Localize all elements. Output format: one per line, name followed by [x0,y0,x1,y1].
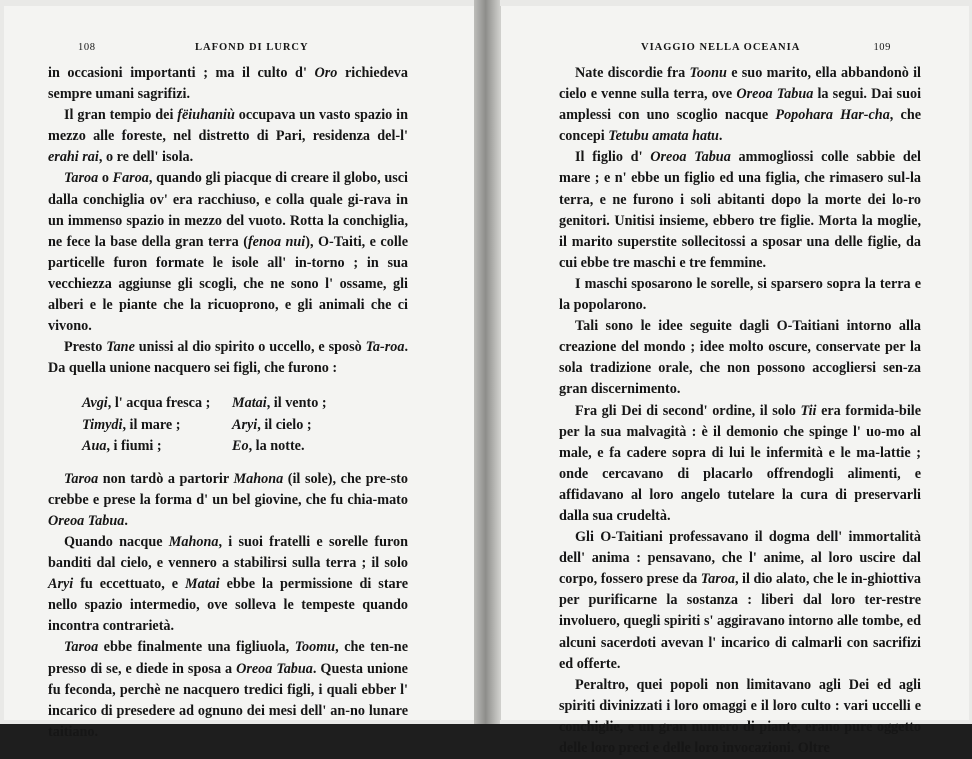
italic-term: Oreoa Tabua [48,512,125,529]
left-running-head [78,42,408,53]
italic-term: Tii [800,402,817,419]
verse-entry [232,436,372,457]
paragraph [48,63,408,105]
text-run: . Da quella unione nacquero sei figli, che furono : [48,339,408,377]
paragraph [48,337,408,379]
right-page [500,6,969,756]
deity-gloss: , l' acqua fresca ; [107,395,211,412]
text-run: era formida-bile per la sua malvagità : è il demonio che spinge l' uo-mo al male, e fa cadere sopra di lui le infermità e le ma-lattie ; onde cercavano di placarlo offrendogli alimenti, e affidavano al loro angelo tutelare la cura di preservarli dalla sua crudeltà. [559,402,921,524]
text-run: , che concepi [559,107,922,145]
text-run: ), O-Taiti, e colle particelle furon formate le isole all' in-torno ; in sua vecchiezza aggiunse gli scogli, che ne sono l' ossame, gli alberi e le piante che la ricuoprono, e gli animali che ci vivono. [48,233,409,335]
italic-term: Taroa [64,170,99,187]
deity-name: Aryi [232,416,258,433]
left-paragraphs-bottom [48,469,408,743]
deity-gloss: , i fiumi ; [106,437,162,454]
text-run: o [98,170,113,187]
right-page-number: 109 [873,42,891,53]
verse-entry [82,415,232,436]
text-run: , i suoi fratelli e sorelle furon banditi dal cielo, e vennero a stabilirsi sulla terra ; il solo [48,533,408,572]
right-paragraphs [559,63,921,759]
paragraph [559,274,921,316]
paragraph [48,168,408,337]
text-run: , o re dell' isola. [98,149,194,166]
right-header-title: VIAGGIO NELLA OCEANIA [641,42,801,53]
italic-term: Mahona [168,533,219,550]
italic-term: Mahona [233,470,284,487]
paragraph [559,401,921,528]
italic-term: Oreoa Tabua [236,660,313,677]
italic-term: Oro [314,65,338,81]
italic-term: Taroa [700,571,735,588]
text-run: ebbe finalmente una figliuola, [98,639,295,656]
text-run: ammogliossi colle sabbie del mare ; e n' ebbe un figlio ed una figlia, che rimasero sul-la terra, e ne furono i soli abitanti dopo la morte dei lo-ro genitori. Unitisi insieme, ebbero tre figlie. Morta la moglie, il marito superstite sollecitossi a sposar una delle figlie, da cui ebbe tre maschi e tre femmine. [559,149,921,271]
text-run: non tardò a partorir [98,470,234,487]
deity-gloss: , il mare ; [122,416,181,433]
deity-name: Matai [232,395,267,412]
verse-entry [82,436,232,457]
paragraph [48,105,408,168]
paragraph [48,637,408,742]
left-page-body [48,63,408,743]
text-run: Il gran tempio dei [64,107,178,124]
italic-term: Oreoa Tabua [736,86,814,103]
italic-term: Tetubu amata hatu [608,128,719,145]
verse-row [82,436,408,457]
children-list [82,393,408,456]
paragraph [559,316,921,400]
text-run: fu eccettuato, e [73,576,186,593]
paragraph [559,527,921,675]
text-run: Peraltro, quei popoli non limitavano agli Dei ed agli spiriti divinizzati i loro omaggi e il loro culto : vari uccelli e conchiglie, e un gran numero di piante, erano pure oggetto delle loro preci e delle loro invocazioni. Oltre [559,676,921,756]
text-run: . [124,512,128,529]
text-run: Gli O-Taitiani professavano il dogma dell' immortalità dell' anima : pensavano, che l' anime, al loro uscire dal corpo, fossero prese da [559,529,921,588]
text-run: . Questa unione fu feconda, perchè ne nacquero tredici figli, i quali ebber l' incarico di presedere ad ognuno dei mesi dell' an-no lunare taitiano. [48,660,408,740]
italic-term: Taroa [64,470,99,487]
italic-term: Oreoa Tabua [650,149,731,166]
deity-name: Avgi [82,395,108,412]
text-run: , quando gli piacque di creare il globo, usci dalla conchiglia ov' era racchiuso, e colla quale gi-rava in un immenso spazio in mezzo del vuoto. Rotta la conchiglia, ne fece la base della gran terra ( [48,170,408,250]
text-run: , il dio alato, che le in-ghiottiva per purificarne la sostanza : liberi dal loro ter-restre involuero, quegli spiriti s' aggiravano intorno alle tombe, ed alcuni sacerdoti avevan l' incarico di calmarli con sacrifizi ed offerte. [559,571,921,672]
left-header-title: LAFOND DI LURCY [194,42,309,53]
italic-term: Aryi [48,576,74,593]
text-run: richiedeva sempre umani sagrifizi. [48,65,408,103]
italic-term: erahi rai [48,149,99,166]
right-running-head [641,42,891,53]
paragraph [559,63,921,147]
verse-row [82,415,408,436]
deity-name: Aua [82,437,107,454]
text-run: I maschi sposarono le sorelle, si sparsero sopra la terra e la popolarono. [559,275,921,314]
verse-entry [82,393,232,414]
left-page-number: 108 [78,42,96,53]
verse-entry [232,415,372,436]
italic-term: Popohara Har-cha [775,107,890,124]
paragraph [48,469,408,532]
text-run: Fra gli Dei di second' ordine, il solo [575,402,801,419]
left-paragraphs-top [48,63,408,379]
text-run: Quando nacque [64,533,169,550]
deity-gloss: , la notte. [248,437,305,454]
text-run: , che ten-ne presso di se, e diede in sposa a [48,639,408,677]
text-run: . [718,128,723,145]
paragraph [559,675,921,759]
text-run: Il figlio d' [575,149,651,166]
italic-term: Matai [185,576,220,593]
text-run: Nate discordie fra [575,65,690,81]
text-run: Presto [64,339,107,356]
text-run: unissi al dio spirito o uccello, e sposò [134,339,366,356]
text-run: e suo marito, ella abbandonò il cielo e venne sulla terra, ove [559,65,921,103]
text-run: (il sole), che pre-sto crebbe e prese la forma d' un bel giovine, che fu chia-mato [48,470,408,508]
italic-term: Toonu [689,65,727,81]
italic-term: Tane [106,339,135,356]
italic-term: fenoa nui [247,233,306,250]
italic-term: fëiuhaniù [177,107,235,124]
italic-term: Ta-roa [365,339,405,356]
deity-name: Timydi [82,416,123,433]
book-gutter [474,0,500,724]
italic-term: Taroa [64,639,99,656]
right-page-body [559,63,921,759]
text-run: ebbe la permissione di stare nello spazio intermedio, ove solleva le tempeste quando incontra contrarietà. [48,576,408,635]
deity-name: Eo [232,437,249,454]
italic-term: Toomu [294,639,336,656]
text-run: occupava un vasto spazio in mezzo alle foreste, nel distretto di Pari, residenza del-l' [48,107,408,145]
deity-gloss: , il vento ; [266,395,327,412]
italic-term: Faroa [112,170,149,187]
text-run: Tali sono le idee seguite dagli O-Taitiani intorno alla creazione del mondo ; idee molto oscure, conservate per la sola tradizione orale, che non possono accogliersi sen-za gran discernimento. [559,318,921,398]
text-run: la segui. Dai suoi amplessi con uno scoglio nacque [559,86,922,124]
verse-entry [232,393,372,414]
deity-gloss: , il cielo ; [257,416,312,433]
left-page [4,6,475,740]
paragraph [559,147,921,274]
paragraph [48,532,408,637]
text-run: in occasioni importanti ; ma il culto d' [48,65,315,81]
verse-row [82,393,408,414]
